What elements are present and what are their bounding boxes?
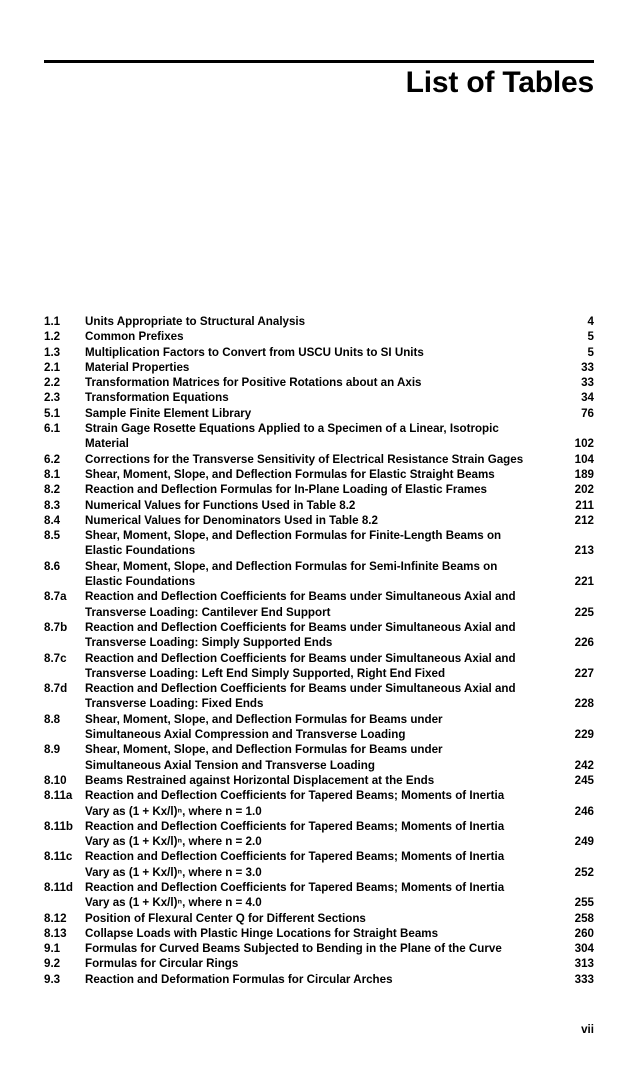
table-title-line — [85, 421, 594, 436]
table-entry-body — [85, 329, 594, 344]
table-number: 2.1 — [44, 360, 61, 374]
table-entry[interactable] — [44, 742, 594, 773]
table-title-line — [85, 926, 594, 941]
table-title-line — [85, 360, 594, 375]
table-entry[interactable] — [44, 681, 594, 712]
table-title-text: Transformation Matrices for Positive Rotations about an Axis — [85, 376, 422, 390]
table-title-text: Position of Flexural Center Q for Different Sections — [85, 911, 366, 925]
table-title-text: Formulas for Circular Rings — [85, 957, 239, 971]
table-entry-body — [85, 911, 594, 926]
table-entry[interactable] — [44, 452, 594, 467]
table-entry[interactable] — [44, 651, 594, 682]
table-title-line — [85, 345, 594, 360]
table-title-line — [85, 559, 594, 574]
table-entry[interactable] — [44, 972, 594, 987]
table-entry-body — [85, 681, 594, 712]
table-entry-body — [85, 589, 594, 620]
table-entry[interactable] — [44, 421, 594, 452]
table-entry[interactable] — [44, 620, 594, 651]
table-entry[interactable] — [44, 559, 594, 590]
table-title-line — [85, 956, 594, 971]
table-entry-body — [85, 788, 594, 819]
table-title-line — [85, 482, 594, 497]
table-title-line — [85, 758, 594, 773]
table-title-text: Multiplication Factors to Convert from USCU Units to SI Units — [85, 345, 424, 359]
header-rule — [44, 60, 594, 63]
table-entry-body — [85, 390, 594, 405]
table-number: 8.7c — [44, 651, 67, 665]
table-entry-body — [85, 482, 594, 497]
table-page-number: 242 — [574, 758, 594, 772]
table-title-line — [85, 880, 594, 895]
table-title-line — [85, 467, 594, 482]
table-title-line — [85, 941, 594, 956]
table-title-line — [85, 574, 594, 589]
table-title-text: Simultaneous Axial Tension and Transverse Loading — [85, 758, 375, 772]
table-title-line — [85, 329, 594, 344]
table-title-text: Transverse Loading: Simply Supported Ends — [85, 636, 333, 650]
table-title-text: Shear, Moment, Slope, and Deflection Formulas for Finite-Length Beams on — [85, 529, 502, 543]
table-title-line — [85, 819, 594, 834]
table-title-text: Vary as (1 + Kx/l)ⁿ, where n = 2.0 — [85, 835, 262, 849]
table-page-number: 4 — [587, 315, 594, 328]
table-title-text: Formulas for Curved Beams Subjected to Bending in the Plane of the Curve — [85, 942, 502, 956]
table-title-text: Corrections for the Transverse Sensitivity of Electrical Resistance Strain Gages — [85, 452, 524, 466]
table-entry[interactable] — [44, 329, 594, 344]
table-title-text: Collapse Loads with Plastic Hinge Locations for Straight Beams — [85, 926, 439, 940]
table-title-line — [85, 712, 594, 727]
table-title-line — [85, 804, 594, 819]
table-title-text: Sample Finite Element Library — [85, 406, 252, 420]
table-entry[interactable] — [44, 849, 594, 880]
table-entry-body — [85, 956, 594, 971]
table-number: 9.2 — [44, 957, 61, 971]
table-page-number: 246 — [574, 804, 594, 818]
table-entry[interactable] — [44, 926, 594, 941]
table-title-line — [85, 788, 594, 803]
table-entry-body — [85, 773, 594, 788]
table-page-number: 76 — [581, 406, 594, 420]
table-title-text: Transverse Loading: Cantilever End Support — [85, 605, 331, 619]
table-number: 1.3 — [44, 345, 61, 359]
table-title-text: Reaction and Deflection Coefficients for Beams under Simultaneous Axial and — [85, 651, 516, 665]
table-title-line — [85, 605, 594, 620]
table-number: 8.2 — [44, 483, 61, 497]
table-number: 8.7d — [44, 682, 68, 696]
table-entry-body — [85, 375, 594, 390]
table-number: 2.2 — [44, 376, 61, 390]
table-title-line — [85, 406, 594, 421]
table-title-line — [85, 666, 594, 681]
table-title-text: Material — [85, 437, 129, 451]
table-number: 8.10 — [44, 773, 67, 787]
table-title-line — [85, 681, 594, 696]
table-entry[interactable] — [44, 467, 594, 482]
table-title-text: Numerical Values for Functions Used in Table 8.2 — [85, 498, 356, 512]
table-entry-body — [85, 360, 594, 375]
table-title-text: Reaction and Deflection Coefficients for Beams under Simultaneous Axial and — [85, 590, 516, 604]
table-title-line — [85, 742, 594, 757]
table-title-line — [85, 620, 594, 635]
table-page-number: 33 — [581, 376, 594, 390]
table-number: 9.3 — [44, 972, 61, 986]
table-page-number: 227 — [574, 666, 594, 680]
table-title-line — [85, 911, 594, 926]
table-title-line — [85, 390, 594, 405]
table-title-text: Reaction and Deflection Coefficients for Beams under Simultaneous Axial and — [85, 682, 516, 696]
table-title-text: Reaction and Deformation Formulas for Circular Arches — [85, 972, 393, 986]
page-number: vii — [581, 1023, 594, 1036]
table-title-line — [85, 498, 594, 513]
table-entry-body — [85, 712, 594, 743]
table-page-number: 228 — [574, 697, 594, 711]
table-entry-body — [85, 941, 594, 956]
table-number: 8.8 — [44, 712, 61, 726]
table-number: 8.9 — [44, 743, 61, 757]
table-entry-body — [85, 452, 594, 467]
table-title-text: Strain Gage Rosette Equations Applied to a Specimen of a Linear, Isotropic — [85, 422, 499, 436]
table-number: 8.4 — [44, 513, 61, 527]
table-title-text: Reaction and Deflection Coefficients for Beams under Simultaneous Axial and — [85, 620, 516, 634]
table-title-line — [85, 452, 594, 467]
table-page-number: 5 — [587, 345, 594, 359]
table-entry-body — [85, 513, 594, 528]
table-title-text: Transverse Loading: Left End Simply Supported, Right End Fixed — [85, 666, 446, 680]
table-page-number: 226 — [574, 636, 594, 650]
table-page-number: 260 — [574, 926, 594, 940]
table-page-number: 249 — [574, 835, 594, 849]
table-title-text: Simultaneous Axial Compression and Transverse Loading — [85, 728, 406, 742]
table-page-number: 255 — [574, 896, 594, 910]
table-page-number: 5 — [587, 330, 594, 344]
table-entry[interactable] — [44, 589, 594, 620]
table-title-line — [85, 972, 594, 987]
table-entry-body — [85, 819, 594, 850]
table-title-text: Transformation Equations — [85, 391, 229, 405]
table-title-line — [85, 589, 594, 604]
table-entry[interactable] — [44, 788, 594, 819]
table-entry-body — [85, 528, 594, 559]
table-entry-body — [85, 880, 594, 911]
table-entry[interactable] — [44, 773, 594, 788]
table-entry[interactable] — [44, 406, 594, 421]
table-number: 6.2 — [44, 452, 61, 466]
table-entry-body — [85, 742, 594, 773]
table-page-number: 213 — [574, 544, 594, 558]
table-entry-body — [85, 849, 594, 880]
table-entry[interactable] — [44, 941, 594, 956]
table-page-number: 245 — [574, 773, 594, 787]
table-entry[interactable] — [44, 360, 594, 375]
table-title-text: Transverse Loading: Fixed Ends — [85, 697, 264, 711]
table-title-line — [85, 895, 594, 910]
table-entry[interactable] — [44, 314, 594, 329]
table-title-line — [85, 436, 594, 451]
table-entry-body — [85, 651, 594, 682]
table-title-text: Common Prefixes — [85, 330, 184, 344]
table-number: 8.5 — [44, 529, 61, 543]
table-title-text: Elastic Foundations — [85, 544, 196, 558]
table-title-text: Vary as (1 + Kx/l)ⁿ, where n = 4.0 — [85, 896, 262, 910]
table-title-line — [85, 727, 594, 742]
table-title-line — [85, 849, 594, 864]
table-number: 8.1 — [44, 467, 61, 481]
table-number: 8.11b — [44, 819, 74, 833]
table-entry[interactable] — [44, 345, 594, 360]
table-entry[interactable] — [44, 880, 594, 911]
table-title-text: Reaction and Deflection Formulas for In-Plane Loading of Elastic Frames — [85, 483, 487, 497]
table-entry[interactable] — [44, 375, 594, 390]
table-number: 8.13 — [44, 926, 67, 940]
table-title-text: Beams Restrained against Horizontal Displacement at the Ends — [85, 773, 435, 787]
table-title-text: Vary as (1 + Kx/l)ⁿ, where n = 1.0 — [85, 804, 262, 818]
table-title-text: Vary as (1 + Kx/l)ⁿ, where n = 3.0 — [85, 865, 262, 879]
table-page-number: 202 — [574, 483, 594, 497]
table-entry-body — [85, 314, 594, 329]
table-title-line — [85, 651, 594, 666]
table-number: 1.2 — [44, 330, 61, 344]
table-entry[interactable] — [44, 819, 594, 850]
table-list — [44, 314, 594, 987]
table-title-line — [85, 834, 594, 849]
table-number: 8.12 — [44, 911, 67, 925]
table-entry-body — [85, 421, 594, 452]
table-title-line — [85, 865, 594, 880]
table-page-number: 252 — [574, 865, 594, 879]
table-title-text: Numerical Values for Denominators Used in Table 8.2 — [85, 513, 378, 527]
table-page-number: 189 — [574, 467, 594, 481]
table-number: 8.11a — [44, 789, 73, 803]
table-entry-body — [85, 620, 594, 651]
table-entry[interactable] — [44, 956, 594, 971]
table-entry[interactable] — [44, 498, 594, 513]
table-entry-body — [85, 926, 594, 941]
table-title-line — [85, 314, 594, 329]
table-page-number: 33 — [581, 360, 594, 374]
table-number: 5.1 — [44, 406, 61, 420]
table-entry-body — [85, 345, 594, 360]
table-title-text: Reaction and Deflection Coefficients for Tapered Beams; Moments of Inertia — [85, 789, 505, 803]
table-page-number: 221 — [574, 575, 594, 589]
table-number: 8.11c — [44, 850, 73, 864]
table-entry-body — [85, 467, 594, 482]
table-title-text: Shear, Moment, Slope, and Deflection Formulas for Beams under — [85, 743, 443, 757]
table-page-number: 304 — [574, 942, 594, 956]
table-page-number: 333 — [574, 972, 594, 986]
table-number: 2.3 — [44, 391, 61, 405]
table-title-text: Units Appropriate to Structural Analysis — [85, 315, 306, 328]
table-number: 8.11d — [44, 880, 74, 894]
table-title-text: Reaction and Deflection Coefficients for Tapered Beams; Moments of Inertia — [85, 850, 505, 864]
table-title-line — [85, 543, 594, 558]
table-entry-body — [85, 972, 594, 987]
table-title-text: Shear, Moment, Slope, and Deflection Formulas for Elastic Straight Beams — [85, 467, 495, 481]
table-number: 8.3 — [44, 498, 61, 512]
table-entry[interactable] — [44, 911, 594, 926]
table-number: 9.1 — [44, 942, 61, 956]
table-title-text: Material Properties — [85, 360, 190, 374]
table-page-number: 258 — [574, 911, 594, 925]
table-page-number: 104 — [574, 452, 594, 466]
table-entry[interactable] — [44, 482, 594, 497]
table-number: 6.1 — [44, 422, 61, 436]
table-entry[interactable] — [44, 528, 594, 559]
table-title-line — [85, 635, 594, 650]
table-entry[interactable] — [44, 390, 594, 405]
table-title-line — [85, 696, 594, 711]
table-page-number: 102 — [574, 437, 594, 451]
table-page-number: 313 — [574, 957, 594, 971]
table-title-line — [85, 513, 594, 528]
table-entry-body — [85, 559, 594, 590]
table-number: 8.6 — [44, 559, 61, 573]
table-number: 8.7b — [44, 620, 68, 634]
table-page-number: 211 — [575, 498, 594, 512]
page-title: List of Tables — [405, 66, 594, 99]
table-number: 1.1 — [44, 315, 61, 328]
table-title-text: Shear, Moment, Slope, and Deflection Formulas for Beams under — [85, 712, 443, 726]
table-page-number: 229 — [574, 728, 594, 742]
table-title-text: Shear, Moment, Slope, and Deflection Formulas for Semi-Infinite Beams on — [85, 559, 498, 573]
table-entry[interactable] — [44, 712, 594, 743]
table-title-line — [85, 375, 594, 390]
table-entry[interactable] — [44, 513, 594, 528]
table-page-number: 225 — [574, 605, 594, 619]
table-title-text: Reaction and Deflection Coefficients for Tapered Beams; Moments of Inertia — [85, 819, 505, 833]
table-page-number: 34 — [581, 391, 594, 405]
table-title-text: Elastic Foundations — [85, 575, 196, 589]
table-page-number: 212 — [574, 513, 594, 527]
table-title-text: Reaction and Deflection Coefficients for Tapered Beams; Moments of Inertia — [85, 880, 505, 894]
table-number: 8.7a — [44, 590, 67, 604]
table-entry-body — [85, 498, 594, 513]
table-entry-body — [85, 406, 594, 421]
table-title-line — [85, 773, 594, 788]
table-title-line — [85, 528, 594, 543]
